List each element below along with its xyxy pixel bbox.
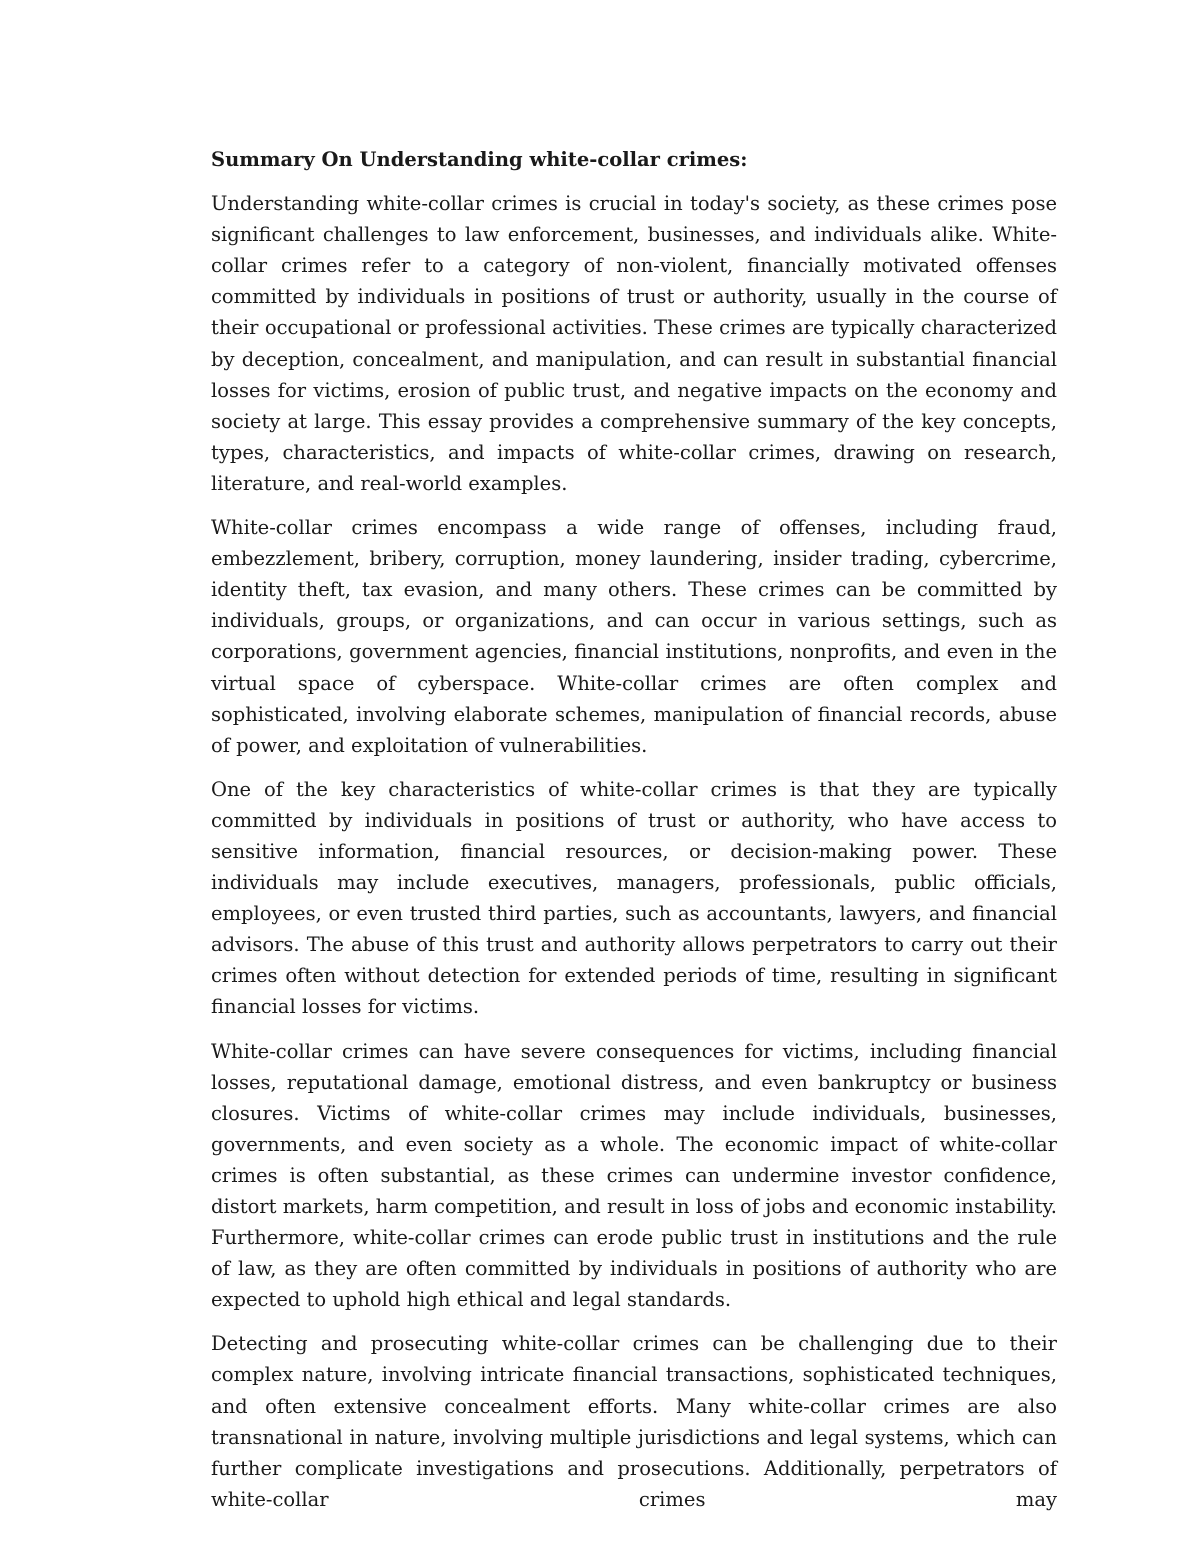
- paragraph-2: White-collar crimes encompass a wide range of offenses, including fraud, embezzlement, bribery, corruption, money laundering, insider trading, cybercrime, identity theft, tax evasion, and many others. These crimes can be committed by individuals, groups, or organizations, and can occur in various settings, such as corporations, government agencies, financial institutions, nonprofits, and even in the virtual space of cyberspace. White-collar crimes are often complex and sophisticated, involving elaborate schemes, manipulation of financial records, abuse of power, and exploitation of vulnerabilities.: [211, 516, 1057, 757]
- paragraph-5: Detecting and prosecuting white-collar crimes can be challenging due to their complex nature, involving intricate financial transactions, sophisticated techniques, and often extensive concealment efforts. Many white-collar crimes are also transnational in nature, involving multiple jurisdictions and legal systems, which can further complicate investigations and prosecutions. Additionally, perpetrators of white-collar crimes may: [211, 1332, 1057, 1511]
- paragraph-3: One of the key characteristics of white-collar crimes is that they are typically committed by individuals in positions of trust or authority, who have access to sensitive information, financial resources, or decision-making power. These individuals may include executives, managers, professionals, public officials, employees, or even trusted third parties, such as accountants, lawyers, and financial advisors. The abuse of this trust and authority allows perpetrators to carry out their crimes often without detection for extended periods of time, resulting in significant financial losses for victims.: [211, 777, 1057, 1019]
- document-body: [211, 144, 1057, 1528]
- paragraph-1: Understanding white-collar crimes is crucial in today's society, as these crimes pose significant challenges to law enforcement, businesses, and individuals alike. White-collar crimes refer to a category of non-violent, financially motivated offenses committed by individuals in positions of trust or authority, usually in the course of their occupational or professional activities. These crimes are typically characterized by deception, concealment, and manipulation, and can result in substantial financial losses for victims, erosion of public trust, and negative impacts on the economy and society at large. This essay provides a comprehensive summary of the key concepts, types, characteristics, and impacts of white-collar crimes, drawing on research, literature, and real-world examples.: [211, 192, 1057, 495]
- paragraph-4: White-collar crimes can have severe consequences for victims, including financial losses, reputational damage, emotional distress, and even bankruptcy or business closures. Victims of white-collar crimes may include individuals, businesses, governments, and even society as a whole. The economic impact of white-collar crimes is often substantial, as these crimes can undermine investor confidence, distort markets, harm competition, and result in loss of jobs and economic instability. Furthermore, white-collar crimes can erode public trust in institutions and the rule of law, as they are often committed by individuals in positions of authority who are expected to uphold high ethical and legal standards.: [211, 1039, 1057, 1312]
- document-title: Summary On Understanding white-collar crimes:: [211, 148, 748, 171]
